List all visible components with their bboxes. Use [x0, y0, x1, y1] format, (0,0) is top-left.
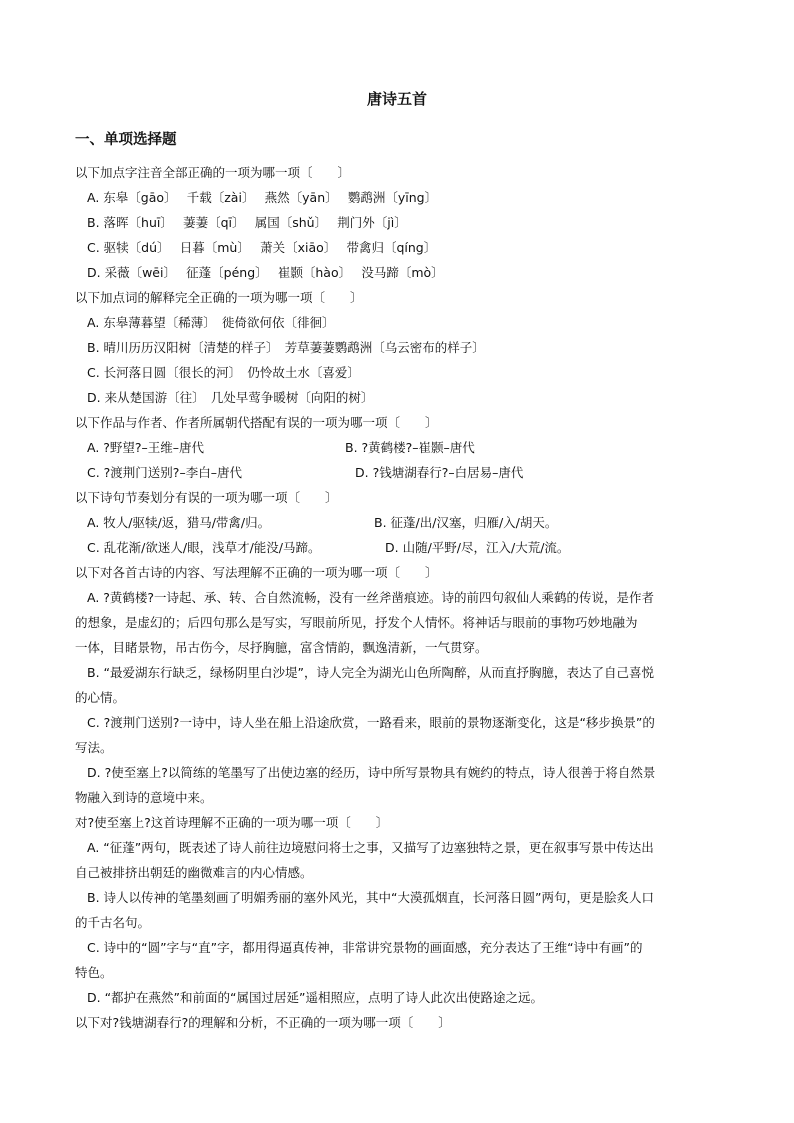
question-5-option-a-line-3: 一体，目睹景物，吊古伤今，尽抒胸臆，富含情韵，飘逸清新，一气贯穿。: [75, 640, 488, 655]
question-1-option-b: B. 落晖〔huī〕 萋萋〔qī〕 属国〔shǔ〕 荆门外〔jì〕: [87, 215, 407, 230]
question-4-option-a: A. 牧人/驱犊/返，猎马/带禽/归。: [87, 515, 271, 530]
question-3-option-a: A. ?野望?–王维–唐代: [87, 440, 205, 455]
question-2-option-c: C. 长河落日圆〔很长的河〕 仍怜故土水〔喜爱〕: [87, 365, 360, 380]
question-5-option-b-line-1: B. “最爱湖东行缺乏，绿杨阴里白沙堤”，诗人完全为湖光山色所陶醉，从而直抒胸臆，表达了自己喜悦: [87, 665, 654, 680]
question-4-row-1: [75, 510, 725, 535]
question-4-row-2: [75, 535, 725, 560]
question-6-option-c-line-1: C. 诗中的“圆”字与“直”字，都用得逼真传神，非常讲究景物的画面感，充分表达了王维“诗中有画”的: [87, 940, 643, 955]
question-6-option-d-line-1: D. “都护在燕然”和前面的“属国过居延”遥相照应，点明了诗人此次出使路途之远。: [87, 990, 543, 1005]
question-2-option-d: D. 来从楚国游〔往〕 几处早莺争暖树〔向阳的树〕: [87, 390, 374, 405]
section-heading: 一、单项选择题: [75, 132, 177, 148]
question-1-stem: 以下加点字注音全部正确的一项为哪一项〔 〕: [75, 165, 351, 180]
question-1-option-a: A. 东皋〔gāo〕 千载〔zài〕 燕然〔yān〕 鹦鹉洲〔yīng〕: [87, 190, 438, 205]
question-4-option-c: C. 乱花渐/欲迷人/眼，浅草才/能没/马蹄。: [87, 540, 321, 555]
question-3-stem: 以下作品与作者、作者所属朝代搭配有误的一项为哪一项〔 〕: [75, 415, 438, 430]
question-6-option-a-line-2: 自己被排挤出朝廷的幽微难言的内心情感。: [75, 865, 313, 880]
question-3-option-d: D. ?钱塘湖春行?–白居易–唐代: [355, 465, 524, 480]
question-5-option-a-line-2: 的想象，是虚幻的；后四句那么是写实，写眼前所见，抒发个人情怀。将神话与眼前的事物巧妙地融为: [75, 615, 638, 630]
question-5-option-d-line-2: 物融入到诗的意境中来。: [75, 790, 213, 805]
document-title: 唐诗五首: [366, 90, 427, 108]
question-2-option-b: B. 晴川历历汉阳树〔清楚的样子〕 芳草萋萋鹦鹉洲〔乌云密布的样子〕: [87, 340, 485, 355]
question-5-option-b-line-2: 的心情。: [75, 690, 126, 705]
question-3-row-1: [75, 435, 725, 460]
question-1-option-c: C. 驱犊〔dú〕 日暮〔mù〕 萧关〔xiāo〕 带禽归〔qíng〕: [87, 240, 437, 255]
question-3-option-c: C. ?渡荆门送别?–李白–唐代: [87, 465, 242, 480]
question-3-option-b: B. ?黄鹤楼?–崔颢–唐代: [345, 440, 475, 455]
question-5-option-d-line-1: D. ?使至塞上?以简练的笔墨写了出使边塞的经历，诗中所写景物具有婉约的特点，诗人很善于将自然景: [87, 765, 656, 780]
question-6-option-b-line-2: 的千古名句。: [75, 915, 151, 930]
question-2-option-a: A. 东皋薄暮望〔稀薄〕 徙倚欲何依〔徘徊〕: [87, 315, 335, 330]
question-6-option-a-line-1: A. “征蓬”两句，既表述了诗人前往边境慰问将士之事，又描写了边塞独特之景，更在叙事写景中传达出: [87, 840, 654, 855]
question-1-option-d: D. 采薇〔wēi〕 征蓬〔péng〕 崔颢〔hào〕 没马蹄〔mò〕: [87, 265, 444, 280]
question-5-option-a-line-1: A. ?黄鹤楼?一诗起、承、转、合自然流畅，没有一丝斧凿痕迹。诗的前四句叙仙人乘鹤的传说，是作者: [87, 590, 655, 605]
question-4-stem: 以下诗句节奏划分有误的一项为哪一项〔 〕: [75, 490, 338, 505]
question-6-option-b-line-1: B. 诗人以传神的笔墨刻画了明媚秀丽的塞外风光，其中“大漠孤烟直，长河落日圆”两句，更是脍炙人口: [87, 890, 654, 905]
question-5-stem: 以下对各首古诗的内容、写法理解不正确的一项为哪一项〔 〕: [75, 565, 438, 580]
question-list: [75, 160, 725, 1035]
question-6-stem: 对?使至塞上?这首诗理解不正确的一项为哪一项〔 〕: [75, 815, 389, 830]
question-4-option-d: D. 山随/平野/尽，江入/大荒/流。: [385, 540, 570, 555]
question-2-stem: 以下加点词的解释完全正确的一项为哪一项〔 〕: [75, 290, 363, 305]
question-7-stem: 以下对?钱塘湖春行?的理解和分析，不正确的一项为哪一项〔 〕: [75, 1015, 451, 1030]
question-4-option-b: B. 征蓬/出/汉塞，归雁/入/胡天。: [374, 515, 558, 530]
question-3-row-2: [75, 460, 725, 485]
question-6-option-c-line-2: 特色。: [75, 965, 113, 980]
question-5-option-c-line-2: 写法。: [75, 740, 113, 755]
question-5-option-c-line-1: C. ?渡荆门送别?一诗中，诗人坐在船上沿途欣赏，一路看来，眼前的景物逐渐变化，这是“移步换景”的: [87, 715, 655, 730]
